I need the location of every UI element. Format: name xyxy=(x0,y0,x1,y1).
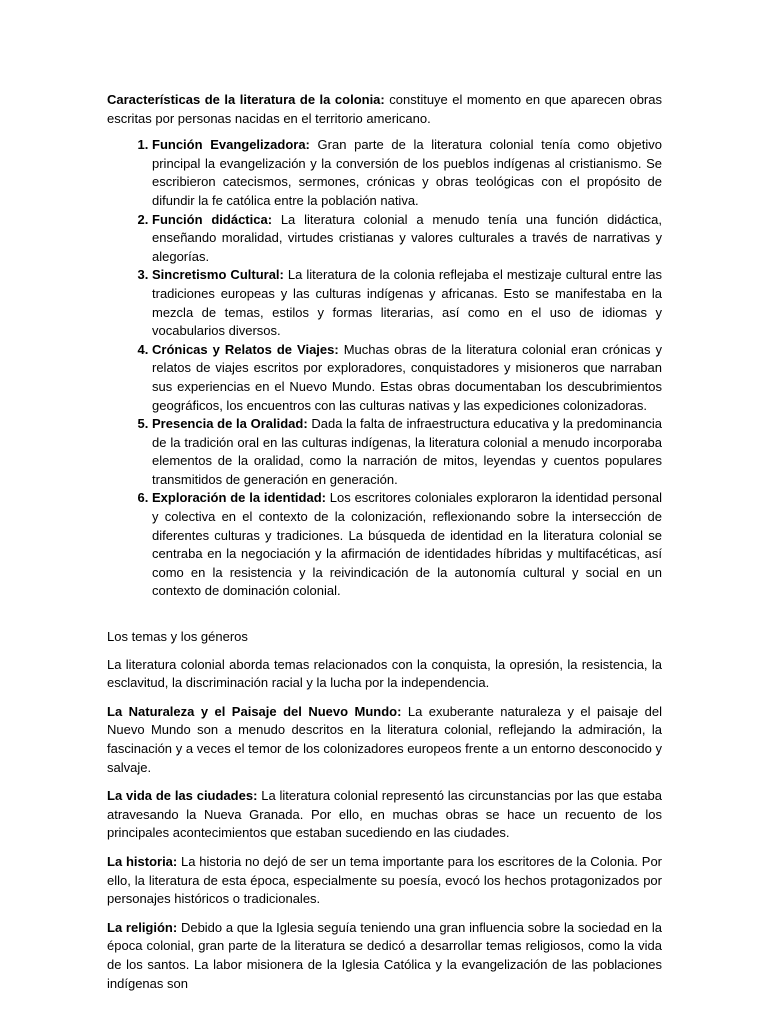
list-item-text: Gran parte de la literatura colonial tenía como objetivo principal la evangelización y la conversión de los pueblos indígenas al cristianismo. Se escribieron catecismos, sermones, crónicas y obras teológicas con el propósito de difundir la fe católica entre la población nativa. xyxy=(152,137,662,208)
list-item-heading: Exploración de la identidad: xyxy=(152,490,326,506)
list-item-text: La literatura de la colonia reflejaba el mestizaje cultural entre las tradiciones europeas y las culturas indígenas y africanas. Esto se manifestaba en la mezcla de temas, estilos y formas literarias, así como en el uso de idiomas y vocabularios diversos. xyxy=(152,267,663,339)
topic-heading: La religión: xyxy=(107,919,178,935)
list-item-heading: Sincretismo Cultural: xyxy=(152,267,284,283)
section-title: Los temas y los géneros xyxy=(107,629,248,645)
list-item xyxy=(152,136,662,210)
intro-heading: Características de la literatura de la colonia: xyxy=(107,92,385,107)
list-item-heading: Función didáctica: xyxy=(152,211,273,227)
list-item xyxy=(152,489,662,601)
topic-paragraph xyxy=(107,919,662,993)
list-item-heading: Función Evangelizadora: xyxy=(152,137,310,153)
list-item-text: Los escritores coloniales exploraron la identidad personal y colectiva en el contexto de la colonización, reflexionando sobre la intersección de diferentes culturas y tradiciones. La búsqueda de identidad en la literatura colonial se centraba en la negociación y la afirmación de identidades híbridas y multifacéticas, así como en la resistencia y la reivindicación de la autonomía cultural y social en un contexto de dominación colonial. xyxy=(152,490,662,599)
topic-heading: La historia: xyxy=(107,853,178,869)
intro-text: constituye el momento en que aparecen obras escritas por personas nacidas en el territorio americano. xyxy=(107,92,662,126)
list-item-text: La literatura colonial a menudo tenía una función didáctica, enseñando moralidad, virtudes cristianas y valores culturales a través de narrativas y alegorías. xyxy=(152,211,662,264)
topic-text: Debido a que la Iglesia seguía teniendo una gran influencia sobre la sociedad en la época colonial, gran parte de la literatura se dedicó a desarrollar temas religiosos, como la vida de los santos. La labor misionera de la Iglesia Católica y la evangelización de las poblaciones indígenas son xyxy=(107,919,662,991)
list-item xyxy=(152,341,662,415)
list-item-heading: Presencia de la Oralidad: xyxy=(152,416,308,432)
topic-paragraph xyxy=(107,703,662,777)
topic-paragraph xyxy=(107,787,662,843)
list-item xyxy=(152,211,662,267)
list-item-text: Muchas obras de la literatura colonial eran crónicas y relatos de viajes escritos por exploradores, conquistadores y misioneros que narraban sus experiencias en el Nuevo Mundo. Estas obras documentaban los descubrimientos geográficos, los encuentros con las culturas nativas y las expediciones colonizadoras. xyxy=(152,341,662,413)
list-item xyxy=(152,415,662,489)
intro-paragraph xyxy=(107,91,662,128)
topic-paragraph xyxy=(107,853,662,909)
features-list xyxy=(107,136,662,601)
topic-text: La literatura colonial representó las circunstancias por las que estaba atravesando la Nueva Granada. Por ello, en muchas obras se hace un recuento de los principales acontecimientos que estaban sucediendo en las ciudades. xyxy=(107,788,662,841)
section-intro: La literatura colonial aborda temas relacionados con la conquista, la opresión, la resistencia, la esclavitud, la discriminación racial y la lucha por la independencia. xyxy=(107,656,662,691)
list-item-heading: Crónicas y Relatos de Viajes: xyxy=(152,341,339,357)
list-item xyxy=(152,266,662,340)
topic-heading: La Naturaleza y el Paisaje del Nuevo Mundo: xyxy=(107,703,402,719)
topic-text: La exuberante naturaleza y el paisaje del Nuevo Mundo son a menudo descritos en la literatura colonial, reflejando la admiración, la fascinación y a veces el temor de los colonizadores europeos frente a un entorno desconocido y salvaje. xyxy=(107,703,662,775)
topic-heading: La vida de las ciudades: xyxy=(107,788,258,804)
document-body xyxy=(107,91,662,1003)
list-item-text: Dada la falta de infraestructura educativa y la predominancia de la tradición oral en las culturas indígenas, la literatura colonial a menudo incorporaba elementos de la oralidad, como la narración de mitos, leyendas y cuentos populares transmitidos de generación en generación. xyxy=(152,416,662,487)
topic-text: La historia no dejó de ser un tema importante para los escritores de la Colonia. Por ello, la literatura de esta época, especialmente su poesía, evocó los hechos protagonizados por personajes históricos o tradicionales. xyxy=(107,853,662,907)
